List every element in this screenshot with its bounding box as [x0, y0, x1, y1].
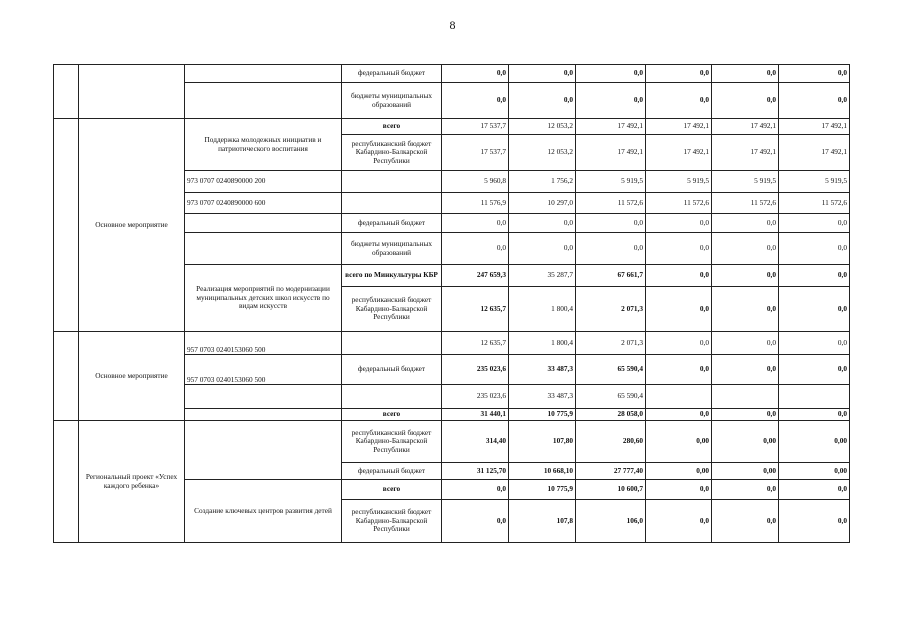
budget-code: 973 0707 0240890000 200 — [185, 171, 342, 193]
source-cell: всего — [342, 480, 442, 500]
source-cell: всего — [342, 119, 442, 135]
source-cell: всего по Минкультуры КБР — [342, 265, 442, 287]
event-name: Создание ключевых центров развития детей — [185, 480, 342, 543]
event-type-label: Основное мероприятие — [79, 119, 185, 332]
event-name: Поддержка молодежных инициатив и патриотического воспитания — [185, 119, 342, 171]
table-row: федеральный бюджет 0,0 0,0 0,0 0,0 0,0 0,0 — [54, 214, 850, 233]
table-row: 973 0707 0240890000 600 11 576,9 10 297,0 11 572,6 11 572,6 11 572,6 11 572,6 — [54, 193, 850, 214]
source-cell: республиканский бюджет Кабардино-Балкарской Республики — [342, 287, 442, 332]
event-type-label: Региональный проект «Успех каждого ребенка» — [79, 421, 185, 543]
table-row: 235 023,6 33 487,3 65 590,4 — [54, 385, 850, 409]
table-row: Реализация мероприятий по модернизации муниципальных детских школ искусств по видам искусств всего по Минкультуры КБР 247 659,3 35 287,7 67 661,7 0,0 0,0 0,0 — [54, 265, 850, 287]
budget-code: 957 0703 0240153060 500 — [185, 355, 342, 385]
table-row: всего 31 440,1 10 775,9 28 058,0 0,0 0,0 0,0 — [54, 409, 850, 421]
budget-table — [53, 64, 850, 543]
table-row: федеральный бюджет 31 125,70 10 668,10 27 777,40 0,00 0,00 0,00 — [54, 463, 850, 480]
page-number: 8 — [449, 18, 456, 32]
source-cell: республиканский бюджет Кабардино-Балкарской Республики — [342, 421, 442, 463]
table-row: республиканский бюджет Кабардино-Балкарской Республики 17 537,7 12 053,2 17 492,1 17 492,1 17 492,1 17 492,1 — [54, 135, 850, 171]
table-row: Основное мероприятие 957 0703 0240153060 500 12 635,7 1 800,4 2 071,3 0,0 0,0 0,0 — [54, 332, 850, 355]
table-row: 973 0707 0240890000 200 5 960,8 1 756,2 5 919,5 5 919,5 5 919,5 5 919,5 — [54, 171, 850, 193]
source-cell: бюджеты муниципальных образований — [342, 233, 442, 265]
table-row: Основное мероприятие Поддержка молодежных инициатив и патриотического воспитания всего 17 537,7 12 053,2 17 492,1 17 492,1 17 492,1 17 492,1 — [54, 119, 850, 135]
source-cell: федеральный бюджет — [342, 65, 442, 83]
source-cell: всего — [342, 409, 442, 421]
table-row: бюджеты муниципальных образований 0,0 0,0 0,0 0,0 0,0 0,0 — [54, 83, 850, 119]
table-row: республиканский бюджет Кабардино-Балкарской Республики 0,0 107,8 106,0 0,0 0,0 0,0 — [54, 500, 850, 543]
table-row: республиканский бюджет Кабардино-Балкарской Республики 12 635,7 1 800,4 2 071,3 0,0 0,0 0,0 — [54, 287, 850, 332]
table-row: бюджеты муниципальных образований 0,0 0,0 0,0 0,0 0,0 0,0 — [54, 233, 850, 265]
event-name: Реализация мероприятий по модернизации муниципальных детских школ искусств по видам искусств — [185, 265, 342, 332]
table-row: Создание ключевых центров развития детей всего 0,0 10 775,9 10 600,7 0,0 0,0 0,0 — [54, 480, 850, 500]
event-type-label: Основное мероприятие — [79, 332, 185, 421]
budget-code: 957 0703 0240153060 500 — [185, 332, 342, 355]
budget-code: 973 0707 0240890000 600 — [185, 193, 342, 214]
source-cell: федеральный бюджет — [342, 355, 442, 385]
source-cell: республиканский бюджет Кабардино-Балкарской Республики — [342, 500, 442, 543]
table-row: федеральный бюджет 0,0 0,0 0,0 0,0 0,0 0,0 — [54, 65, 850, 83]
table-row: 957 0703 0240153060 500 федеральный бюджет 235 023,6 33 487,3 65 590,4 0,0 0,0 0,0 — [54, 355, 850, 385]
source-cell: федеральный бюджет — [342, 214, 442, 233]
table-row: Региональный проект «Успех каждого ребенка» республиканский бюджет Кабардино-Балкарской Республики 314,40 107,80 280,60 0,00 0,00 0,00 — [54, 421, 850, 463]
source-cell: бюджеты муниципальных образований — [342, 83, 442, 119]
source-cell: республиканский бюджет Кабардино-Балкарской Республики — [342, 135, 442, 171]
source-cell: федеральный бюджет — [342, 463, 442, 480]
